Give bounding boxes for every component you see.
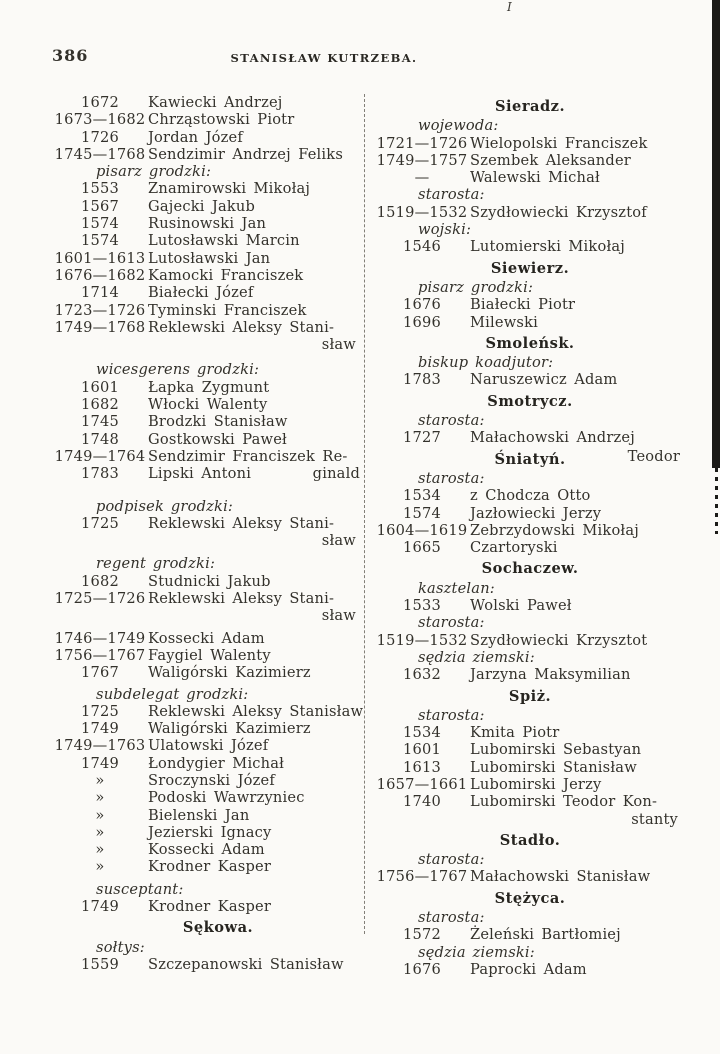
- entry-row: [52, 590, 364, 607]
- office-subheading: pisarz grodzki:: [96, 163, 212, 181]
- entry-row: [374, 238, 686, 255]
- office-subheading: wojewoda:: [418, 117, 499, 135]
- office-subheading: kasztelan:: [418, 579, 495, 597]
- entry-years: 1749—1768: [54, 318, 146, 336]
- office-subheading: sędzia ziemski:: [418, 943, 535, 961]
- entry-name: Włocki Walenty: [148, 396, 268, 414]
- entry-row: [374, 296, 686, 313]
- entry-years: 1749—1757: [376, 151, 468, 169]
- entry-name: Reklewski Aleksy Stani-: [148, 590, 335, 608]
- entry-name: Lipski Antoni: [148, 465, 252, 483]
- entry-row: [52, 858, 364, 875]
- office-subheading: sołtys:: [96, 938, 145, 956]
- entry-row: [52, 630, 364, 647]
- entry-name: Bielenski Jan: [148, 806, 250, 824]
- entry-row: [374, 724, 686, 741]
- entry-years: —: [414, 169, 430, 187]
- entry-name: Lubomirski Stanisław: [470, 758, 637, 776]
- city-heading: [374, 335, 686, 352]
- entry-row: [374, 135, 686, 152]
- office-subheading: biskup koadjutor:: [418, 354, 554, 372]
- office-subheading: pisarz grodzki:: [418, 278, 534, 296]
- entry-row: [374, 487, 686, 504]
- city-heading: [374, 890, 686, 907]
- entry-row: [374, 539, 686, 556]
- entry-years: 1574: [81, 232, 119, 250]
- entry-years: 1749—1764: [54, 447, 146, 465]
- city-heading: [374, 393, 686, 410]
- entry-name: Reklewski Aleksy Stani-: [148, 514, 335, 532]
- city-heading-text: Siewierz.: [490, 259, 570, 277]
- entry-name: Lubomirski Teodor Kon-: [470, 793, 658, 811]
- entry-years: 1574: [81, 215, 119, 233]
- entry-years: 1519—1532: [376, 631, 468, 649]
- entry-row: [52, 111, 364, 128]
- entry-name: Paprocki Adam: [470, 960, 587, 978]
- entry-name: Znamirowski Mikołaj: [148, 180, 311, 198]
- entry-years: 1723—1726: [54, 301, 146, 319]
- entry-row: [52, 94, 364, 111]
- entry-years: 1749: [81, 898, 119, 916]
- entry-years: 1714: [81, 284, 119, 302]
- entry-name: Lubomirski Jerzy: [470, 775, 602, 793]
- entry-years: 1682: [81, 572, 119, 590]
- entry-row: [52, 146, 364, 163]
- office-subheading: starosta:: [418, 186, 485, 204]
- office-subheading: subdelegat grodzki:: [96, 685, 249, 703]
- entry-row: [52, 573, 364, 590]
- entry-row: [52, 956, 364, 973]
- entry-row: [374, 961, 686, 978]
- entry-years: 1519—1532: [376, 203, 468, 221]
- entry-name: Krodner Kasper: [148, 898, 272, 916]
- city-heading: [374, 260, 686, 277]
- entry-years: »: [95, 789, 105, 807]
- entry-row: [52, 755, 364, 772]
- entry-years: 1601: [403, 741, 441, 759]
- entry-name: Waligórski Kazimierz: [148, 664, 311, 682]
- entry-years: 1534: [403, 487, 441, 505]
- entry-name: Białecki Piotr: [470, 296, 576, 314]
- entry-name: Krodner Kasper: [148, 858, 272, 876]
- entry-row: [374, 522, 686, 539]
- entry-years: 1534: [403, 724, 441, 742]
- entry-row: [374, 759, 686, 776]
- entry-row: [374, 632, 686, 649]
- entry-years: 1601: [81, 378, 119, 396]
- scan-edge-band: [712, 0, 720, 468]
- entry-name: Kossecki Adam: [148, 841, 265, 859]
- city-heading-text: Sochaczew.: [481, 560, 579, 578]
- office-subheading: starosta:: [418, 909, 485, 927]
- entry-years: 1682: [81, 396, 119, 414]
- entry-name: Żeleński Bartłomiej: [470, 926, 621, 944]
- entry-name: Chrząstowski Piotr: [148, 111, 295, 129]
- entry-name: Kmita Piotr: [470, 724, 560, 742]
- entry-row: [52, 215, 364, 232]
- entry-years: 1749: [81, 720, 119, 738]
- scan-edge-band-dots: [715, 468, 718, 534]
- column-right: [374, 94, 686, 978]
- city-heading: [62, 919, 374, 936]
- entry-name: Lubomirski Sebastyan: [470, 741, 642, 759]
- entry-row: [374, 314, 686, 331]
- entry-name: Faygiel Walenty: [148, 646, 271, 664]
- entry-years: 1665: [403, 539, 441, 557]
- entry-row: [52, 898, 364, 915]
- entry-row: [52, 720, 364, 737]
- entry-name: Łondygier Michał: [148, 754, 285, 772]
- office-subheading: wicesgerens grodzki:: [96, 361, 260, 379]
- entry-row: [374, 776, 686, 793]
- page-number: 386: [52, 46, 89, 65]
- entry-row: [374, 597, 686, 614]
- entry-years: 1783: [403, 371, 441, 389]
- entry-years: 1553: [81, 180, 119, 198]
- entry-years: 1740: [403, 793, 441, 811]
- entry-row: [52, 379, 364, 396]
- entry-years: 1756—1767: [376, 868, 468, 886]
- office-subheading: starosta:: [418, 412, 485, 430]
- entry-row: [52, 198, 364, 215]
- entry-row: [374, 926, 686, 943]
- office-subheading: wojski:: [418, 221, 472, 239]
- entry-row: [374, 868, 686, 885]
- entry-years: 1546: [403, 238, 441, 256]
- entry-name: Jazłowiecki Jerzy: [470, 504, 602, 522]
- entry-years: 1746—1749: [54, 629, 146, 647]
- entry-years: 1559: [81, 955, 119, 973]
- entry-name: Tyminski Franciszek: [148, 301, 307, 319]
- city-heading-text: Smoleńsk.: [485, 334, 575, 352]
- entry-name: Szydłowiecki Krzysztof: [470, 203, 647, 221]
- office-subheading: starosta:: [418, 614, 485, 632]
- entry-years: 1673—1682: [54, 111, 146, 129]
- entry-years: 1727: [403, 429, 441, 447]
- entry-name: Brodzki Stanisław: [148, 413, 288, 431]
- entry-row: [52, 129, 364, 146]
- continuation-line: sław: [321, 336, 356, 354]
- entry-years: 1567: [81, 197, 119, 215]
- entry-name: Sendzimir Franciszek Re-: [148, 447, 348, 465]
- entry-years: 1676: [403, 296, 441, 314]
- entry-years: 1725—1726: [54, 590, 146, 608]
- entry-row: [52, 824, 364, 841]
- city-heading-text: Spiż.: [508, 687, 552, 705]
- office-subheading: starosta:: [418, 706, 485, 724]
- city-heading: [374, 688, 686, 705]
- entry-row: [52, 396, 364, 413]
- entry-name: Milewski: [470, 313, 539, 331]
- city-heading: [374, 560, 686, 577]
- entry-name: Reklewski Aleksy Stanisław: [148, 702, 364, 720]
- entry-name: Ulatowski Józef: [148, 737, 269, 755]
- entry-row: [374, 505, 686, 522]
- entry-name: Szembek Aleksander: [470, 151, 631, 169]
- column-divider-rule: [364, 94, 365, 934]
- entry-name: Gajecki Jakub: [148, 197, 256, 215]
- continuation-fragment: ginald: [312, 465, 360, 483]
- entry-row: [374, 793, 686, 810]
- entry-years: 1672: [81, 94, 119, 111]
- office-subheading: podpisek grodzki:: [96, 497, 234, 515]
- entry-row: [374, 152, 686, 169]
- entry-name: Jarzyna Maksymilian: [470, 666, 631, 684]
- entry-years: 1613: [403, 758, 441, 776]
- office-subheading: regent grodzki:: [96, 555, 216, 573]
- entry-years: 1756—1767: [54, 646, 146, 664]
- entry-years: 1745—1768: [54, 145, 146, 163]
- entry-name: Walewski Michał: [470, 169, 600, 187]
- continuation-line: stanty: [631, 810, 678, 828]
- entry-years: 1574: [403, 504, 441, 522]
- entry-row: [52, 302, 364, 319]
- entry-name: Łapka Zygmunt: [148, 378, 270, 396]
- office-subheading: starosta:: [418, 469, 485, 487]
- entry-name: Wolski Paweł: [470, 597, 572, 615]
- entry-name: Sroczynski Józef: [148, 771, 275, 789]
- continuation-line: sław: [321, 532, 356, 550]
- entry-name: Sendzimir Andrzej Feliks: [148, 145, 344, 163]
- entry-years: 1721—1726: [376, 134, 468, 152]
- entry-row: [52, 807, 364, 824]
- entry-row: [52, 448, 364, 465]
- entry-years: 1601—1613: [54, 249, 146, 267]
- city-heading: [374, 447, 686, 468]
- entry-row: [374, 429, 686, 446]
- entry-row: [374, 371, 686, 388]
- city-heading-text: Stężyca.: [494, 889, 566, 907]
- entry-years: 1604—1619: [376, 521, 468, 539]
- entry-years: »: [95, 771, 105, 789]
- office-subheading: sędzia ziemski:: [418, 648, 535, 666]
- corner-mark: I: [507, 0, 512, 14]
- entry-row: [374, 169, 686, 186]
- entry-name: Kossecki Adam: [148, 629, 265, 647]
- running-header: STANISŁAW KUTRZEBA.: [230, 51, 418, 65]
- entry-row: [52, 431, 364, 448]
- entry-name: Gostkowski Paweł: [148, 430, 287, 448]
- city-heading: [374, 98, 686, 115]
- entry-years: »: [95, 858, 105, 876]
- entry-name: Studnicki Jakub: [148, 572, 271, 590]
- entry-name: Kamocki Franciszek: [148, 266, 304, 284]
- continuation-fragment: Teodor: [627, 447, 680, 465]
- entry-name: Zebrzydowski Mikołaj: [470, 521, 639, 539]
- entry-row: [52, 465, 364, 482]
- city-heading-text: Sieradz.: [494, 98, 566, 115]
- entry-row: [52, 703, 364, 720]
- entry-row: [52, 737, 364, 754]
- entry-name: Lutosławski Jan: [148, 249, 271, 267]
- entry-row: [52, 284, 364, 301]
- city-heading-text: Smotrycz.: [487, 392, 573, 410]
- entry-years: 1767: [81, 664, 119, 682]
- entry-years: 1725: [81, 702, 119, 720]
- entry-years: 1749: [81, 754, 119, 772]
- entry-row: [52, 647, 364, 664]
- entry-name: Wielopolski Franciszek: [470, 134, 648, 152]
- entry-row: [52, 319, 364, 336]
- entry-name: Małachowski Stanisław: [470, 868, 651, 886]
- entry-row: [374, 741, 686, 758]
- entry-years: 1745: [81, 413, 119, 431]
- entry-row: [52, 772, 364, 789]
- entry-name: Małachowski Andrzej: [470, 429, 635, 447]
- entry-row: [52, 841, 364, 858]
- city-heading-text: Śniatyń.: [494, 450, 566, 468]
- office-subheading: starosta:: [418, 851, 485, 869]
- entry-row: [52, 664, 364, 681]
- entry-years: 1749—1763: [54, 737, 146, 755]
- entry-years: 1632: [403, 666, 441, 684]
- entry-row: [52, 250, 364, 267]
- entry-years: »: [95, 841, 105, 859]
- entry-name: Kawiecki Andrzej: [148, 94, 283, 111]
- entry-name: Lutomierski Mikołaj: [470, 238, 625, 256]
- entry-row: [374, 204, 686, 221]
- entry-name: Jordan Józef: [148, 128, 243, 146]
- entry-years: »: [95, 823, 105, 841]
- city-heading-text: Sękowa.: [182, 919, 254, 937]
- entry-row: [52, 789, 364, 806]
- entry-name: Jezierski Ignacy: [148, 823, 272, 841]
- entry-name: Naruszewicz Adam: [470, 371, 618, 389]
- entry-row: [52, 515, 364, 532]
- entry-years: 1572: [403, 926, 441, 944]
- entry-name: Lutosławski Marcin: [148, 232, 300, 250]
- city-heading: [374, 832, 686, 849]
- entry-row: [52, 413, 364, 430]
- entry-name: z Chodcza Otto: [470, 487, 591, 505]
- entry-name: Białecki Józef: [148, 284, 254, 302]
- entry-years: 1533: [403, 597, 441, 615]
- entry-name: Reklewski Aleksy Stani-: [148, 318, 335, 336]
- entry-years: 1725: [81, 514, 119, 532]
- entry-row: [52, 180, 364, 197]
- entry-name: Czartoryski: [470, 539, 558, 557]
- entry-name: Szydłowiecki Krzysztot: [470, 631, 648, 649]
- continuation-line: sław: [321, 607, 356, 625]
- entry-name: Podoski Wawrzyniec: [148, 789, 305, 807]
- entry-years: 1696: [403, 313, 441, 331]
- entry-years: 1748: [81, 430, 119, 448]
- entry-years: 1676—1682: [54, 266, 146, 284]
- entry-name: Waligórski Kazimierz: [148, 720, 311, 738]
- entry-row: [52, 232, 364, 249]
- entry-name: Szczepanowski Stanisław: [148, 955, 344, 973]
- entry-row: [374, 666, 686, 683]
- entry-years: 1676: [403, 960, 441, 978]
- city-heading-text: Stadło.: [499, 831, 561, 849]
- office-subheading: susceptant:: [96, 880, 184, 898]
- entry-row: [52, 267, 364, 284]
- entry-years: »: [95, 806, 105, 824]
- entry-name: Rusinowski Jan: [148, 215, 267, 233]
- entry-years: 1657—1661: [376, 775, 468, 793]
- column-left: [52, 94, 364, 973]
- entry-years: 1726: [81, 128, 119, 146]
- entry-years: 1783: [81, 465, 119, 483]
